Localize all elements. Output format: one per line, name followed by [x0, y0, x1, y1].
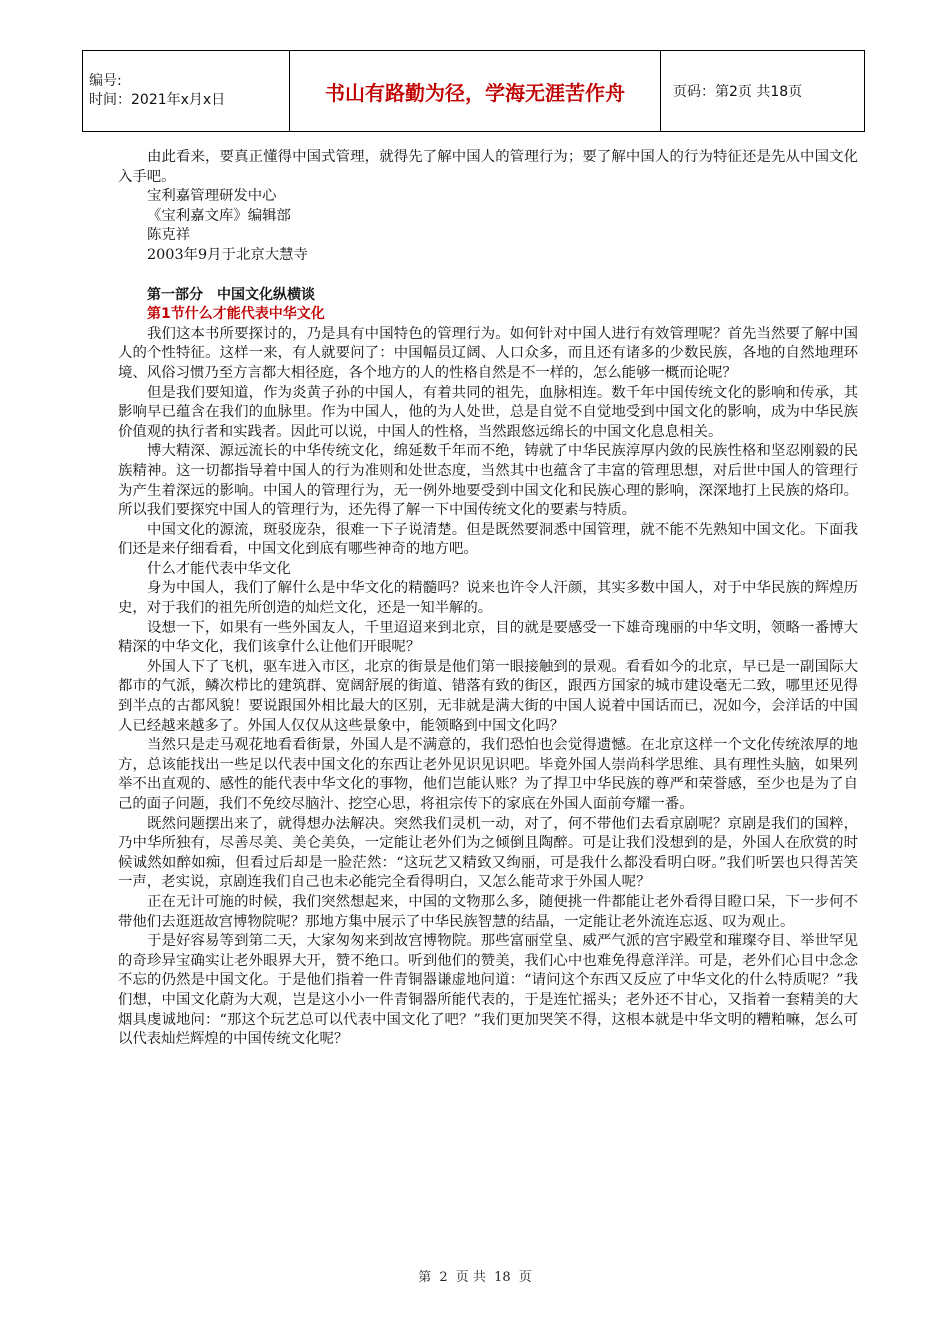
header-page-info: 页码：第2页 共18页 — [661, 51, 865, 132]
paragraph: 设想一下，如果有一些外国友人，千里迢迢来到北京，目的就是要感受一下雄奇瑰丽的中华文明，领略一番博大精深的中华文化，我们该拿什么让他们开眼呢？ — [118, 619, 858, 656]
preface-author: 陈克祥 — [147, 227, 191, 244]
paragraph: 外国人下了飞机，驱车进入市区，北京的街景是他们第一眼接触到的景观。看看如今的北京，早已是一副国际大都市的气派，鳞次栉比的建筑群、宽阔舒展的街道、错落有致的街区，跟西方国家的城市建设毫无二致，哪里还见得到半点的古都风貌！要说跟国外相比最大的区别，无非就是满大街的中国人说着中国话而已，况如今，会洋话的中国人已经越来越多了。外国人仅仅从这些景象中，能领略到中国文化吗？ — [118, 658, 858, 734]
preface-org: 宝利嘉管理研发中心 — [147, 188, 277, 205]
header-motto: 书山有路勤为径，学海无涯苦作舟 — [290, 51, 661, 132]
page-header — [82, 50, 865, 132]
subheading: 什么才能代表中华文化 — [147, 560, 291, 577]
paragraph: 我们这本书所要探讨的，乃是具有中国特色的管理行为。如何针对中国人进行有效管理呢？首先当然要了解中国人的个性特征。这样一来，有人就要问了：中国幅员辽阔、人口众多，而且还有诸多的少数民族，各地的自然地理环境、风俗习惯乃至方言都大相径庭，各个地方的人的性格自然是不一样的，怎么能够一概而论呢？ — [118, 325, 858, 381]
document-body — [118, 148, 858, 1050]
footer-mid: 页 共 — [455, 1270, 486, 1285]
footer-page-number: 2 — [439, 1270, 448, 1285]
paragraph: 博大精深、源远流长的中华传统文化，绵延数千年而不绝，铸就了中华民族淳厚内敛的民族性格和坚忍刚毅的民族精神。这一切都指导着中国人的行为准则和处世态度，当然其中也蕴含了丰富的管理思想，对后世中国人的管理行为产生着深远的影响。中国人的管理行为，无一例外地要受到中国文化和民族心理的影响，深深地打上民族的烙印。所以我们要探究中国人的管理行为，还先得了解一下中国传统文化的要素与特质。 — [118, 443, 858, 519]
footer-suffix: 页 — [518, 1270, 532, 1285]
preface-closing: 由此看来，要真正懂得中国式管理，就得先了解中国人的管理行为；要了解中国人的行为特征还是先从中国文化入手吧。 — [118, 149, 858, 185]
section-title: 第1节什么才能代表中华文化 — [147, 306, 325, 323]
document-number-label: 编号: — [89, 73, 122, 89]
preface-date: 2003年9月于北京大慧寺 — [147, 246, 308, 263]
footer-total-pages: 18 — [494, 1270, 511, 1285]
paragraph: 中国文化的源流，斑驳庞杂，很难一下子说清楚。但是既然要洞悉中国管理，就不能不先熟知中国文化。下面我们还是来仔细看看，中国文化到底有哪些神奇的地方吧。 — [118, 521, 858, 558]
paragraph: 但是我们要知道，作为炎黄子孙的中国人，有着共同的祖先，血脉相连。数千年中国传统文化的影响和传承，其影响早已蕴含在我们的血脉里。作为中国人，他的为人处世，总是自觉不自觉地受到中国文化的影响，成为中华民族价值观的执行者和实践者。因此可以说，中国人的性格，当然跟悠远绵长的中国文化息息相关。 — [118, 384, 858, 440]
paragraph: 当然只是走马观花地看看街景，外国人是不满意的，我们恐怕也会觉得遗憾。在北京这样一个文化传统浓厚的地方，总该能找出一些足以代表中国文化的东西让老外见识见识吧。毕竟外国人崇尚科学思维、具有理性头脑，如果列举不出直观的、感性的能代表中华文化的事物，他们岂能认账？为了捍卫中华民族的尊严和荣誉感，至少也是为了自己的面子问题，我们不免绞尽脑汁、挖空心思，将祖宗传下的家底在外国人面前夸耀一番。 — [118, 737, 858, 812]
page-footer — [0, 1266, 950, 1285]
part-title: 第一部分 中国文化纵横谈 — [147, 286, 315, 303]
footer-prefix: 第 — [418, 1270, 432, 1285]
header-meta — [83, 51, 290, 132]
preface-dept: 《宝利嘉文库》编辑部 — [147, 207, 291, 224]
document-time-label: 时间：2021年x月x日 — [89, 92, 226, 108]
paragraph: 身为中国人，我们了解什么是中华文化的精髓吗？说来也许令人汗颜，其实多数中国人，对于中华民族的辉煌历史，对于我们的祖先所创造的灿烂文化，还是一知半解的。 — [118, 580, 858, 617]
paragraph: 既然问题摆出来了，就得想办法解决。突然我们灵机一动，对了，何不带他们去看京剧呢？京剧是我们的国粹，乃中华所独有，尽善尽美、美仑美奂，一定能让老外们为之倾倒且陶醉。可是让我们没想到的是，外国人在欣赏的时候诚然如醉如痴，但看过后却是一脸茫然：“这玩艺又精致又绚丽，可是我什么都没看明白呀。”我们听罢也只得苦笑一声，老实说，京剧连我们自己也未必能完全看得明白，又怎么能苛求于外国人呢？ — [118, 815, 858, 891]
paragraph: 正在无计可施的时候，我们突然想起来，中国的文物那么多，随便挑一件都能让老外看得目瞪口呆，下一步何不带他们去逛逛故宫博物院呢？那地方集中展示了中华民族智慧的结晶，一定能让老外流连忘返、叹为观止。 — [118, 893, 858, 930]
paragraph: 于是好容易等到第二天，大家匆匆来到故宫博物院。那些富丽堂皇、威严气派的宫宇殿堂和璀璨夺目、举世罕见的奇珍异宝确实让老外眼界大开，赞不绝口。听到他们的赞美，我们心中也难免得意洋洋。可是，老外们心目中念念不忘的仍然是中国文化。于是他们指着一件青铜器谦虚地问道：“请问这个东西又反应了中华文化的什么特质呢？”我们想，中国文化蔚为大观，岂是这小小一件青铜器所能代表的，于是连忙摇头；老外还不甘心，又指着一套精美的大烟具虔诚地问：“那这个玩艺总可以代表中国文化了吧？”我们更加哭笑不得，这根本就是中华文明的糟粕嘛，怎么可以代表灿烂辉煌的中国传统文化呢？ — [118, 933, 858, 1048]
